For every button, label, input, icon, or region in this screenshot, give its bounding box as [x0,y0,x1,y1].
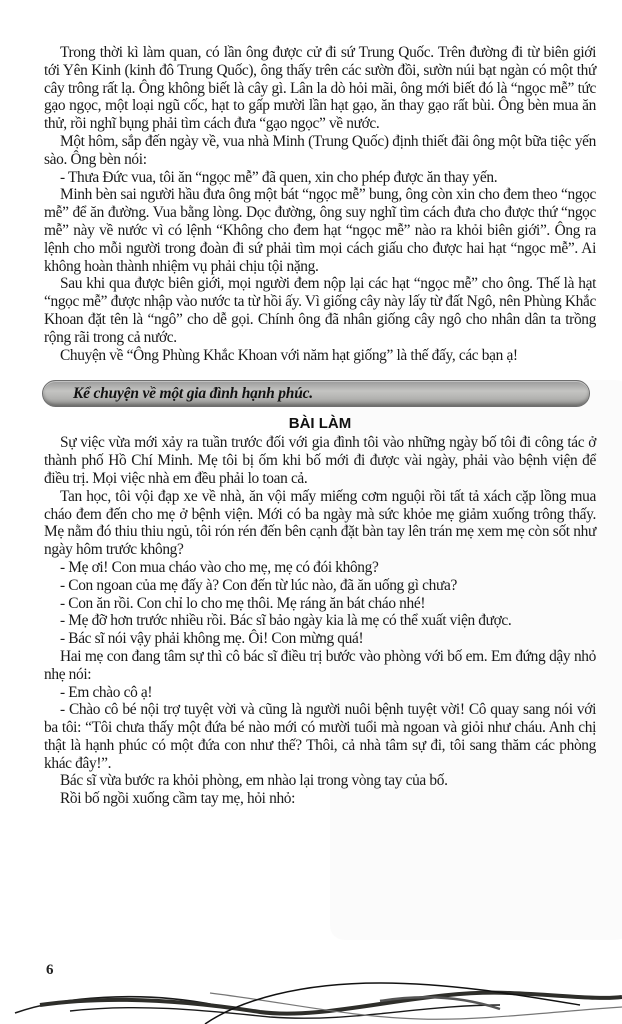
dialogue-line: - Em chào cô ạ! [60,683,153,701]
exercise-prompt-banner [42,380,590,407]
book-page [44,44,596,808]
answer-paragraph: - Chào cô bé nội trợ tuyệt vời và cũng là người nuôi bệnh tuyệt vời! Cô quay sang nói với ba tôi: “Tôi chưa thấy một đứa bé nào mới có mười tuổi mà ngoan và giỏi như cháu. Anh chị thật là hạnh phúc có một đứa con như thế? Thôi, cả nhà tâm sự đi, tôi sang thăm các phòng khác đây!”. [44,701,596,772]
dialogue-line: - Bác sĩ nói vậy phải không mẹ. Ôi! Con mừng quá! [60,630,364,648]
answer-paragraph: Rồi bố ngồi xuống cầm tay mẹ, hỏi nhỏ: [60,790,296,808]
dialogue-line: - Mẹ đỡ hơn trước nhiều rồi. Bác sĩ bảo ngày kia là mẹ có thể xuất viện được. [60,612,512,630]
answer-heading: BÀI LÀM [288,415,352,433]
answer-body [44,434,596,808]
story-paragraph: Minh bèn sai người hầu đưa ông một bát “ngọc mễ” bung, ông còn xin cho đem theo “ngọc mễ” để ăn đường. Vua bằng lòng. Dọc đường, ông suy nghĩ tìm cách đưa cho được thứ “ngọc mễ” này về nước vì có lệnh “Không cho đem hạt “ngọc mễ” nào ra khỏi biên giới”. Ông ra lệnh cho mỗi người trong đoàn đi sứ phải tìm mọi cách giấu cho được hai hạt “ngọc mễ”. Ai không hoàn thành nhiệm vụ phải chịu tội nặng. [44,186,596,275]
answer-paragraph: Bác sĩ vừa bước ra khỏi phòng, em nhào lại trong vòng tay của bố. [60,772,448,790]
dialogue-line: - Con ăn rồi. Con chỉ lo cho mẹ thôi. Mẹ ráng ăn bát cháo nhé! [60,594,426,612]
story-ending [44,44,596,364]
story-paragraph: Trong thời kì làm quan, có lần ông được cử đi sứ Trung Quốc. Trên đường đi từ biên giới tới Yên Kinh (kinh đô Trung Quốc), ông thấy trên các sườn đồi, sườn núi bạt ngàn có một thứ cây trông rất lạ. Ông không biết là cây gì. Lân la dò hỏi mãi, ông mới biết đó là “ngọc mễ” tức gạo ngọc, một loại ngũ cốc, hạt to gấp mười lần hạt gạo, ăn thay gạo rất bùi. Ông bèn mua ăn thử, rồi nghĩ bụng phải tìm cách đưa “gạo ngọc” về nước. [44,44,596,133]
dialogue-line: - Con ngoan của mẹ đấy à? Con đến từ lúc nào, đã ăn uống gì chưa? [60,576,457,594]
story-paragraph: Chuyện về “Ông Phùng Khắc Khoan với năm hạt giống” là thế đấy, các bạn ạ! [60,346,518,364]
answer-paragraph: Sự việc vừa mới xảy ra tuần trước đối với gia đình tôi vào những ngày bố tôi đi công tác ở thành phố Hồ Chí Minh. Mẹ tôi bị ốm khi bố mới đi được vài ngày, phải vào bệnh viện để điều trị. Mọi việc nhà em đều phải lo toan cả. [44,434,596,487]
dialogue-line: - Mẹ ơi! Con mua cháo vào cho mẹ, mẹ có đói không? [60,558,379,576]
page-number: 6 [46,962,54,978]
answer-paragraph: Tan học, tôi vội đạp xe về nhà, ăn vội mấy miếng cơm nguội rồi tất tả xách cặp lồng mua cháo đem đến cho mẹ ở bệnh viện. Mới có ba ngày mà sức khỏe mẹ giảm xuống trông thấy. Mẹ nằm đó thiu thiu ngủ, tôi rón rén đến bên cạnh đặt bàn tay lên trán mẹ xem mẹ còn sốt như ngày hôm trước không? [44,487,596,559]
story-paragraph: - Thưa Đức vua, tôi ăn “ngọc mễ” đã quen, xin cho phép được ăn thay yến. [60,168,498,186]
decorative-swirl-ornament [0,975,622,1024]
story-paragraph: Một hôm, sắp đến ngày về, vua nhà Minh (Trung Quốc) định thiết đãi ông một bữa tiệc yến sào. Ông bèn nói: [44,132,596,168]
exercise-prompt: Kể chuyện về một gia đình hạnh phúc. [73,384,313,402]
story-paragraph: Sau khi qua được biên giới, mọi người đem nộp lại các hạt “ngọc mễ” cho ông. Thế là hạt “ngọc mễ” được nhập vào nước ta từ hồi ấy. Vì giống cây này lấy từ đất Ngô, nên Phùng Khắc Khoan đặt tên là “ngô” cho dễ gọi. Chính ông đã nhân giống cây ngô cho nhân dân ta trồng rộng rãi trong cả nước. [44,275,596,346]
answer-paragraph: Hai mẹ con đang tâm sự thì cô bác sĩ điều trị bước vào phòng với bố em. Em đứng dậy nhỏ nhẹ nói: [44,647,596,683]
